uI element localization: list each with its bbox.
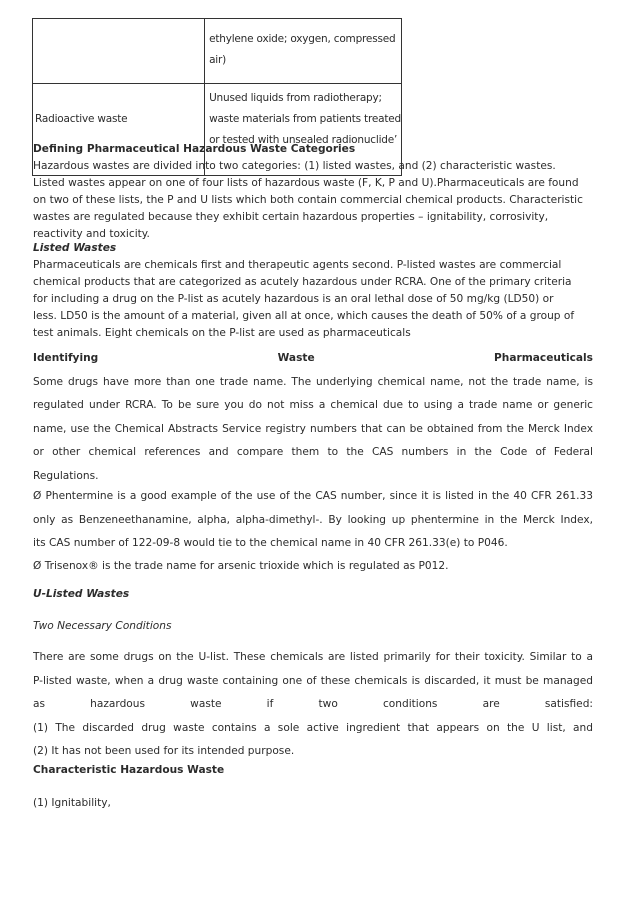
table-cell-line: air) [209, 54, 227, 66]
defining-section [33, 141, 593, 243]
table-cell [33, 19, 205, 84]
text-line: test animals. Eight chemicals on the P-list are used as pharmaceuticals [33, 327, 411, 339]
identifying-section [33, 347, 593, 488]
text-line: Hazardous wastes are divided into two categories: (1) listed wastes, and (2) characteristic wastes. [33, 160, 556, 172]
trisenox-note [33, 555, 593, 579]
text-line: Ø Trisenox® is the trade name for arsenic trioxide which is regulated as P012. [33, 560, 449, 572]
text-line: Pharmaceuticals are chemicals first and therapeutic agents second. P-listed wastes are commercial [33, 259, 562, 271]
phentermine-note [33, 485, 593, 556]
word: if [266, 698, 274, 710]
section-heading: U-Listed Wastes [33, 588, 130, 600]
section-heading: Listed Wastes [33, 242, 117, 254]
text-line: Regulations. [33, 469, 99, 482]
table-cell-line: or tested with unsealed radionuclide’ [209, 134, 398, 146]
table-cell-line: Unused liquids from radiotherapy; [209, 92, 382, 104]
text-line: wastes are regulated because they exhibit certain hazardous properties – ignitability, corrosivity, [33, 211, 549, 223]
u-listed-section [33, 583, 593, 764]
listed-wastes-section [33, 240, 593, 342]
text-line: There are some drugs on the U-list. These chemicals are listed primarily for their toxicity. Similar to a [33, 651, 593, 663]
section-heading: Defining Pharmaceutical Hazardous Waste Categories [33, 143, 356, 155]
text-line: its CAS number of 122-09-8 would tie to the chemical name in 40 CFR 261.33(e) to P046. [33, 537, 508, 549]
heading-word: Waste [277, 352, 315, 364]
text-line: (2) It has not been used for its intended purpose. [33, 745, 295, 757]
text-line: on two of these lists, the P and U lists which both contain commercial chemical products. Characteristic [33, 194, 583, 206]
table-cell-line: ethylene oxide; oxygen, compressed [209, 33, 396, 45]
word: conditions [382, 698, 438, 710]
text-line: regulated under RCRA. To be sure you do not miss a chemical due to using a trade name or generic [33, 399, 593, 411]
text-line: (1) The discarded drug waste contains a sole active ingredient that appears on the U list, and [33, 721, 593, 734]
section-heading: Characteristic Hazardous Waste [33, 764, 225, 776]
word: hazardous [90, 698, 146, 710]
text-line [33, 693, 593, 717]
heading-word: Pharmaceuticals [494, 352, 593, 364]
text-line: Listed wastes appear on one of four lists of hazardous waste (F, K, P and U).Pharmaceuticals are found [33, 177, 579, 189]
table-cell-line: waste materials from patients treated [209, 113, 401, 125]
text-line: or other chemical references and compare them to the CAS numbers in the Code of Federal [33, 446, 593, 458]
text-line: for including a drug on the P-list as acutely hazardous is an oral lethal dose of 50 mg/kg (LD50) or [33, 293, 554, 305]
table-cell [205, 19, 402, 84]
word: satisfied: [544, 698, 593, 710]
section-heading [33, 347, 593, 371]
heading-word: Identifying [33, 352, 99, 364]
characteristic-section [33, 759, 593, 815]
table-row [33, 19, 402, 84]
text-line: P-listed waste, when a drug waste containing one of these chemicals is discarded, it must be managed [33, 674, 593, 687]
text-line: only as Benzeneethanamine, alpha, alpha-dimethyl-. By looking up phentermine in the Merck Index, [33, 513, 593, 526]
text-line: chemical products that are categorized as acutely hazardous under RCRA. One of the primary criteria [33, 276, 572, 288]
word: are [482, 698, 500, 710]
subheading: Two Necessary Conditions [33, 619, 172, 632]
text-line: (1) Ignitability, [33, 796, 111, 809]
word: two [318, 698, 338, 710]
text-line: name, use the Chemical Abstracts Service registry numbers that can be obtained from the Merck Index [33, 422, 593, 435]
text-line: reactivity and toxicity. [33, 228, 150, 240]
table-cell-line: Radioactive waste [35, 113, 128, 125]
word: as [33, 698, 46, 710]
word: waste [190, 698, 222, 710]
text-line: Some drugs have more than one trade name. The underlying chemical name, not the trade name, is [33, 375, 593, 388]
text-line: less. LD50 is the amount of a material, given all at once, which causes the death of 50% of a group of [33, 310, 575, 322]
text-line: Ø Phentermine is a good example of the use of the CAS number, since it is listed in the 40 CFR 261.33 [33, 490, 593, 502]
